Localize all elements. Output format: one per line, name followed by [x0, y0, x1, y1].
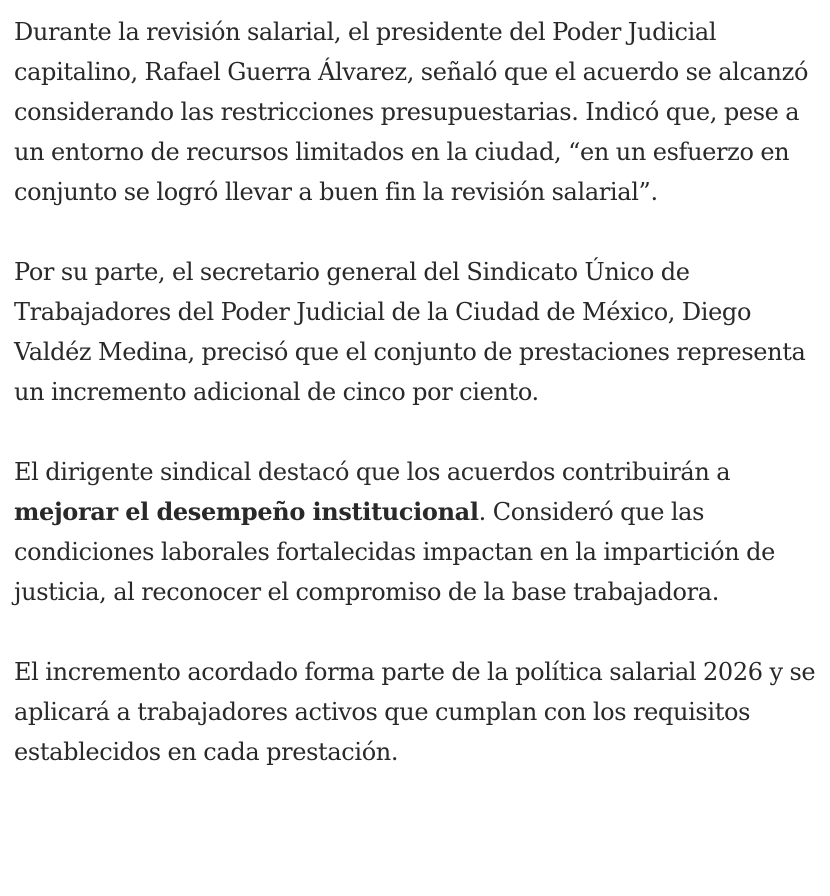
- highlight-institutional-performance: mejorar el desempeño institucional: [14, 497, 479, 526]
- paragraph-salary-review: Durante la revisión salarial, el presidente del Poder Judicial capitalino, Rafael Guerra Álvarez, señaló que el acuerdo se alcanzó considerando las restricciones presupuestarias. Indicó que, pese a un entorno de recursos limitados en la ciudad, “en un esfuerzo en conjunto se logró llevar a buen fin la revisión salarial”.: [14, 18, 809, 206]
- article-body: [14, 12, 830, 772]
- paragraph-salary-policy: El incremento acordado forma parte de la política salarial 2026 y se aplicará a trabajadores activos que cumplan con los requisitos establecidos en cada prestación.: [14, 658, 816, 766]
- paragraph-union-leader-text-after: . Consideró que las condiciones laborales fortalecidas impactan en la impartición de justicia, al reconocer el compromiso de la base trabajadora.: [14, 498, 776, 606]
- paragraph-union-secretary: Por su parte, el secretario general del Sindicato Único de Trabajadores del Poder Judicial de la Ciudad de México, Diego Valdéz Medina, precisó que el conjunto de prestaciones representa un incremento adicional de cinco por ciento.: [14, 258, 806, 406]
- paragraph-union-leader-text-before: El dirigente sindical destacó que los acuerdos contribuirán a: [14, 458, 731, 486]
- paragraph-union-leader: [14, 452, 830, 612]
